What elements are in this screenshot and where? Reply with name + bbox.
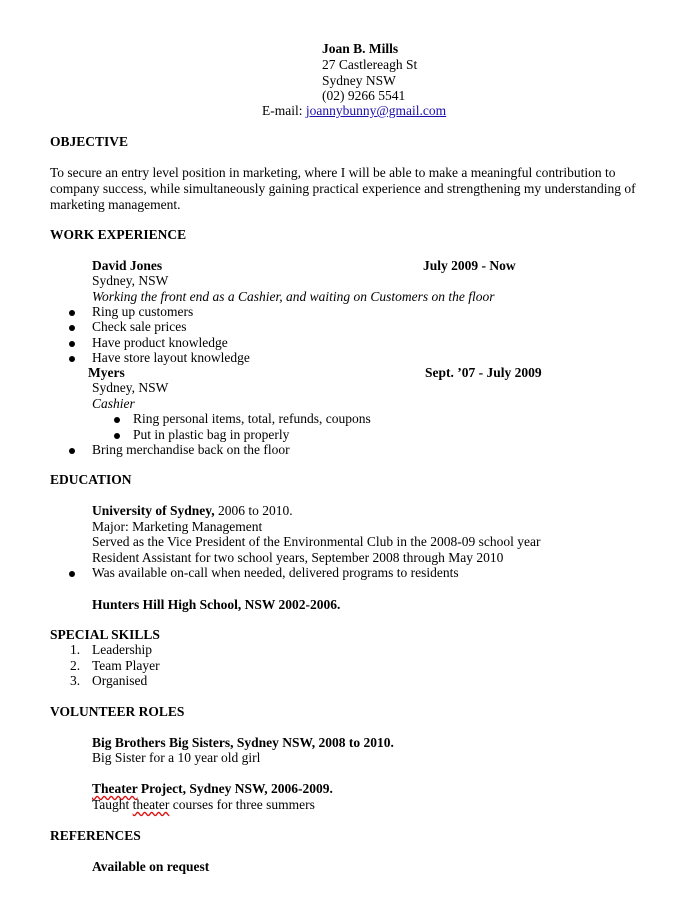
applicant-name: Joan B. Mills — [322, 41, 399, 56]
desc-part: Taught — [92, 797, 133, 812]
job-location: Sydney, NSW — [92, 273, 169, 288]
job-role: Working the front end as a Cashier, and waiting on Customers on the floor — [92, 289, 495, 304]
list-item: Team Player — [92, 658, 160, 673]
bullet-icon — [69, 571, 75, 577]
bullet-icon — [114, 417, 120, 423]
volunteer-org-name: Project, Sydney NSW, 2006-2009. — [137, 781, 333, 796]
objective-heading: OBJECTIVE — [50, 134, 129, 149]
list-item: Have product knowledge — [92, 335, 228, 350]
spellcheck-word: Theater — [92, 781, 138, 796]
list-number: 3. — [70, 673, 81, 688]
major-line: Major: Marketing Management — [92, 519, 263, 534]
bullet-icon — [69, 325, 75, 331]
email-line — [262, 103, 446, 119]
employer-name: Myers — [88, 365, 125, 380]
list-number: 2. — [70, 658, 81, 673]
list-item: Ring up customers — [92, 304, 194, 319]
bullet-icon — [69, 448, 75, 454]
volunteer-org-name: Big Brothers Big Sisters, Sydney NSW, — [92, 735, 316, 750]
list-item: Leadership — [92, 642, 152, 657]
volunteer-org-line — [92, 781, 333, 797]
volunteer-role-desc: Big Sister for a 10 year old girl — [92, 750, 261, 765]
phone-number: (02) 9266 5541 — [322, 88, 406, 103]
address-street: 27 Castlereagh St — [322, 57, 418, 72]
high-school-line: Hunters Hill High School, NSW 2002-2006. — [92, 597, 341, 612]
list-item: Was available on-call when needed, delivered programs to residents — [92, 565, 459, 580]
bullet-icon — [69, 341, 75, 347]
work-heading: WORK EXPERIENCE — [50, 227, 187, 242]
job-dates: Sept. ’07 - July 2009 — [425, 365, 542, 380]
job-role: Cashier — [92, 396, 135, 411]
list-number: 1. — [70, 642, 81, 657]
list-item: Ring personal items, total, refunds, coupons — [133, 411, 371, 426]
university-line — [92, 503, 293, 519]
volunteer-role-desc — [92, 797, 315, 813]
objective-text: To secure an entry level position in marketing, where I will be able to make a meaningful contribution to company success, while simultaneously gaining practical experience and strengthening my understanding of marketing management. — [50, 165, 636, 212]
list-item: Have store layout knowledge — [92, 350, 250, 365]
email-label: E-mail: — [262, 103, 306, 118]
references-heading: REFERENCES — [50, 828, 141, 843]
list-item: Organised — [92, 673, 148, 688]
volunteer-org-line — [92, 735, 394, 751]
job-dates: July 2009 - Now — [423, 258, 516, 273]
desc-part: courses for three summers — [169, 797, 315, 812]
resident-assistant-line: Resident Assistant for two school years, September 2008 through May 2010 — [92, 550, 504, 565]
university-years: 2006 to 2010. — [214, 503, 293, 518]
bullet-icon — [114, 433, 120, 439]
volunteer-org-years: 2008 to 2010. — [315, 735, 394, 750]
university-name: University of Sydney, — [92, 503, 215, 518]
address-city: Sydney NSW — [322, 73, 396, 88]
volunteer-heading: VOLUNTEER ROLES — [50, 704, 185, 719]
education-heading: EDUCATION — [50, 472, 132, 487]
bullet-icon — [69, 356, 75, 362]
list-item: Check sale prices — [92, 319, 187, 334]
list-item: Bring merchandise back on the floor — [92, 442, 290, 457]
references-text: Available on request — [92, 859, 210, 874]
bullet-icon — [69, 310, 75, 316]
job-location: Sydney, NSW — [92, 380, 169, 395]
email-link[interactable]: joannybunny@gmail.com — [305, 103, 447, 118]
club-line: Served as the Vice President of the Environmental Club in the 2008-09 school year — [92, 534, 541, 549]
list-item: Put in plastic bag in properly — [133, 427, 290, 442]
spellcheck-word: theater — [132, 797, 170, 812]
employer-name: David Jones — [92, 258, 163, 273]
skills-heading: SPECIAL SKILLS — [50, 627, 160, 642]
